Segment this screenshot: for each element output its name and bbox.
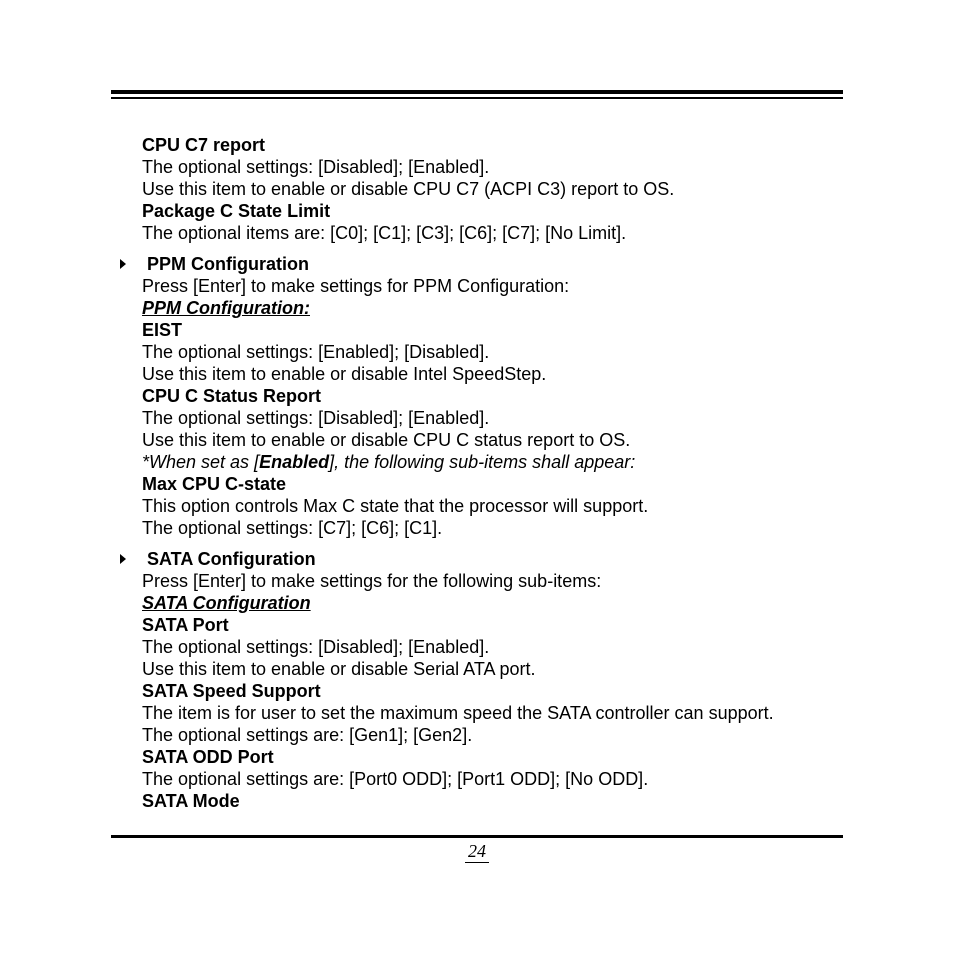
item-title-cpu-c7-report: CPU C7 report bbox=[142, 135, 266, 155]
item-description: Use this item to enable or disable Intel SpeedStep. bbox=[142, 364, 547, 384]
subsection-title-sata: SATA Configuration bbox=[142, 593, 311, 613]
footer-rule bbox=[111, 835, 843, 838]
item-options: The optional settings: [Disabled]; [Enabled]. bbox=[142, 408, 490, 428]
section-heading-sata bbox=[142, 548, 842, 570]
item-title-eist: EIST bbox=[142, 320, 183, 340]
item-title-max-cpu-c-state: Max CPU C-state bbox=[142, 474, 287, 494]
subsection-title-ppm: PPM Configuration: bbox=[142, 298, 310, 318]
item-title-sata-mode: SATA Mode bbox=[142, 791, 240, 811]
item-title-sata-port: SATA Port bbox=[142, 615, 229, 635]
item-title-package-c-state-limit: Package C State Limit bbox=[142, 201, 331, 221]
section-heading-label: PPM Configuration bbox=[147, 254, 309, 274]
item-title-sata-odd-port: SATA ODD Port bbox=[142, 747, 274, 767]
item-options: The optional items are: [C0]; [C1]; [C3]; [C6]; [C7]; [No Limit]. bbox=[142, 223, 627, 243]
item-title-sata-speed-support: SATA Speed Support bbox=[142, 681, 321, 701]
conditional-note: *When set as [Enabled], the following sub-items shall appear: bbox=[142, 452, 636, 472]
item-options: The optional settings are: [Port0 ODD]; [Port1 ODD]; [No ODD]. bbox=[142, 769, 649, 789]
section-heading-ppm bbox=[142, 253, 842, 275]
item-title-cpu-c-status-report: CPU C Status Report bbox=[142, 386, 322, 406]
section-instruction: Press [Enter] to make settings for PPM Configuration: bbox=[142, 276, 570, 296]
manual-page-content bbox=[142, 134, 842, 812]
item-description: Use this item to enable or disable CPU C status report to OS. bbox=[142, 430, 631, 450]
item-description: Use this item to enable or disable CPU C7 (ACPI C3) report to OS. bbox=[142, 179, 675, 199]
item-description: The item is for user to set the maximum speed the SATA controller can support. bbox=[142, 703, 774, 723]
header-rule-thick bbox=[111, 90, 843, 94]
item-options: The optional settings are: [Gen1]; [Gen2]. bbox=[142, 725, 473, 745]
section-instruction: Press [Enter] to make settings for the following sub-items: bbox=[142, 571, 602, 591]
item-description: This option controls Max C state that the processor will support. bbox=[142, 496, 649, 516]
item-description: Use this item to enable or disable Serial ATA port. bbox=[142, 659, 536, 679]
item-options: The optional settings: [C7]; [C6]; [C1]. bbox=[142, 518, 443, 538]
triangle-right-icon bbox=[120, 554, 126, 564]
header-rule-thin bbox=[111, 97, 843, 99]
item-options: The optional settings: [Enabled]; [Disabled]. bbox=[142, 342, 490, 362]
section-heading-label: SATA Configuration bbox=[147, 549, 316, 569]
triangle-right-icon bbox=[120, 259, 126, 269]
page-number: 24 bbox=[465, 840, 489, 863]
item-options: The optional settings: [Disabled]; [Enabled]. bbox=[142, 157, 490, 177]
item-options: The optional settings: [Disabled]; [Enabled]. bbox=[142, 637, 490, 657]
